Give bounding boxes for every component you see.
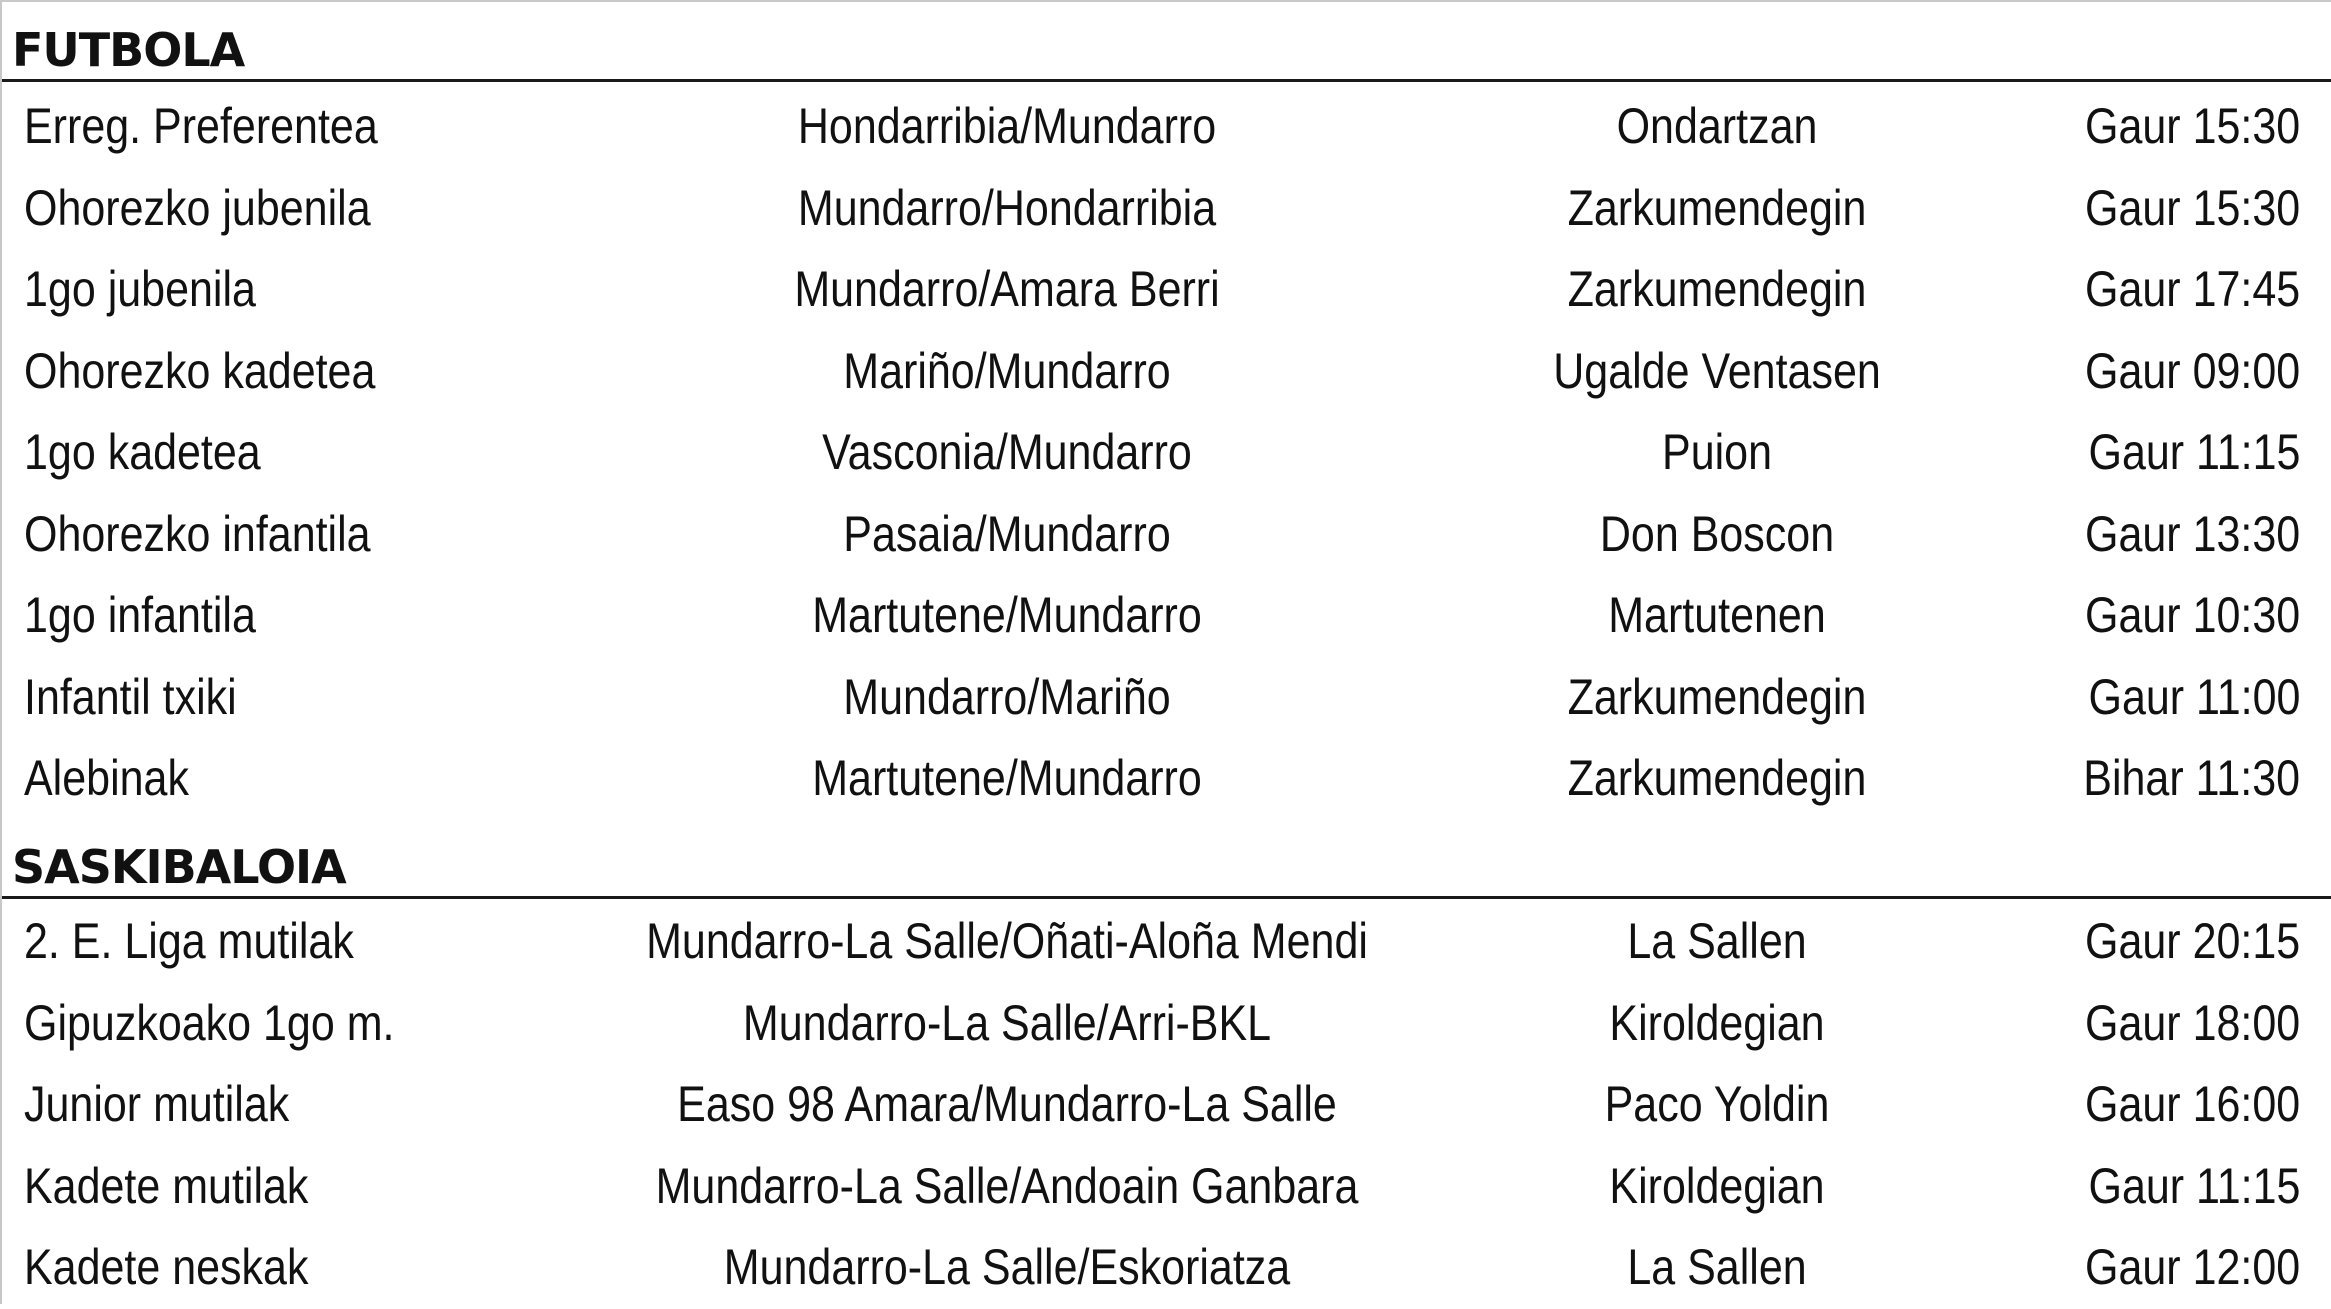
table-row: 2. E. Liga mutilak Mundarro-La Salle/Oñati-Aloña Mendi La Sallen Gaur 20:15 — [2, 901, 2331, 983]
time-cell: Gaur 17:45 — [2084, 261, 2300, 317]
category-cell: Erreg. Preferentea — [24, 98, 378, 154]
time-cell: Gaur 12:00 — [2084, 1239, 2300, 1295]
table-row: Erreg. Preferentea Hondarribia/Mundarro Ondartzan Gaur 15:30 — [2, 86, 2331, 168]
table-row: Kadete mutilak Mundarro-La Salle/Andoain Ganbara Kiroldegian Gaur 11:15 — [2, 1146, 2331, 1228]
category-cell: Ohorezko jubenila — [24, 179, 371, 236]
table-row: 1go infantila Martutene/Mundarro Martutenen Gaur 10:30 — [2, 575, 2331, 657]
table-row: Gipuzkoako 1go m. Mundarro-La Salle/Arri-BKL Kiroldegian Gaur 18:00 — [2, 983, 2331, 1065]
category-cell: 2. E. Liga mutilak — [24, 913, 354, 969]
category-cell: Junior mutilak — [24, 1076, 290, 1132]
table-row: Ohorezko kadetea Mariño/Mundarro Ugalde Ventasen Gaur 09:00 — [2, 331, 2331, 413]
table-row: Ohorezko jubenila Mundarro/Hondarribia Zarkumendegin Gaur 15:30 — [2, 168, 2331, 250]
category-cell: Gipuzkoako 1go m. — [24, 994, 395, 1051]
table-row: Alebinak Martutene/Mundarro Zarkumendegin Bihar 11:30 — [2, 738, 2331, 820]
table-row: Junior mutilak Easo 98 Amara/Mundarro-La Salle Paco Yoldin Gaur 16:00 — [2, 1064, 2331, 1146]
category-cell: Kadete neskak — [24, 1239, 309, 1295]
section-header-futbola — [2, 2, 2331, 82]
section-rows-saskibaloia — [2, 901, 2331, 1309]
category-cell: 1go infantila — [24, 587, 256, 643]
time-cell: Bihar 11:30 — [2083, 750, 2300, 806]
time-cell: Gaur 11:15 — [2088, 1157, 2300, 1214]
table-row: 1go kadetea Vasconia/Mundarro Puion Gaur 11:15 — [2, 412, 2331, 494]
table-row: Infantil txiki Mundarro/Mariño Zarkumendegin Gaur 11:00 — [2, 657, 2331, 739]
time-cell: Gaur 10:30 — [2084, 587, 2300, 643]
time-cell: Gaur 11:15 — [2088, 424, 2300, 480]
category-cell: Infantil txiki — [24, 668, 237, 725]
time-cell: Gaur 13:30 — [2084, 505, 2300, 562]
time-cell: Gaur 15:30 — [2084, 98, 2300, 154]
section-title: FUTBOLA — [12, 23, 245, 77]
time-cell: Gaur 15:30 — [2084, 179, 2300, 236]
table-row: Ohorezko infantila Pasaia/Mundarro Don Boscon Gaur 13:30 — [2, 494, 2331, 576]
table-row: Kadete neskak Mundarro-La Salle/Eskoriatza La Sallen Gaur 12:00 — [2, 1227, 2331, 1309]
time-cell: Gaur 11:00 — [2088, 668, 2300, 725]
time-cell: Gaur 20:15 — [2084, 913, 2300, 969]
time-cell: Gaur 18:00 — [2084, 994, 2300, 1051]
category-cell: 1go jubenila — [24, 261, 256, 317]
time-cell: Gaur 09:00 — [2084, 342, 2300, 399]
category-cell: Alebinak — [24, 750, 189, 806]
section-title: SASKIBALOIA — [12, 840, 346, 894]
category-cell: Ohorezko kadetea — [24, 342, 376, 399]
table-row: 1go jubenila Mundarro/Amara Berri Zarkumendegin Gaur 17:45 — [2, 249, 2331, 331]
category-cell: Ohorezko infantila — [24, 505, 371, 562]
category-cell: 1go kadetea — [24, 424, 261, 480]
section-header-saskibaloia — [2, 819, 2331, 899]
category-cell: Kadete mutilak — [24, 1157, 309, 1214]
time-cell: Gaur 16:00 — [2084, 1076, 2300, 1132]
section-rows-futbola — [2, 86, 2331, 820]
